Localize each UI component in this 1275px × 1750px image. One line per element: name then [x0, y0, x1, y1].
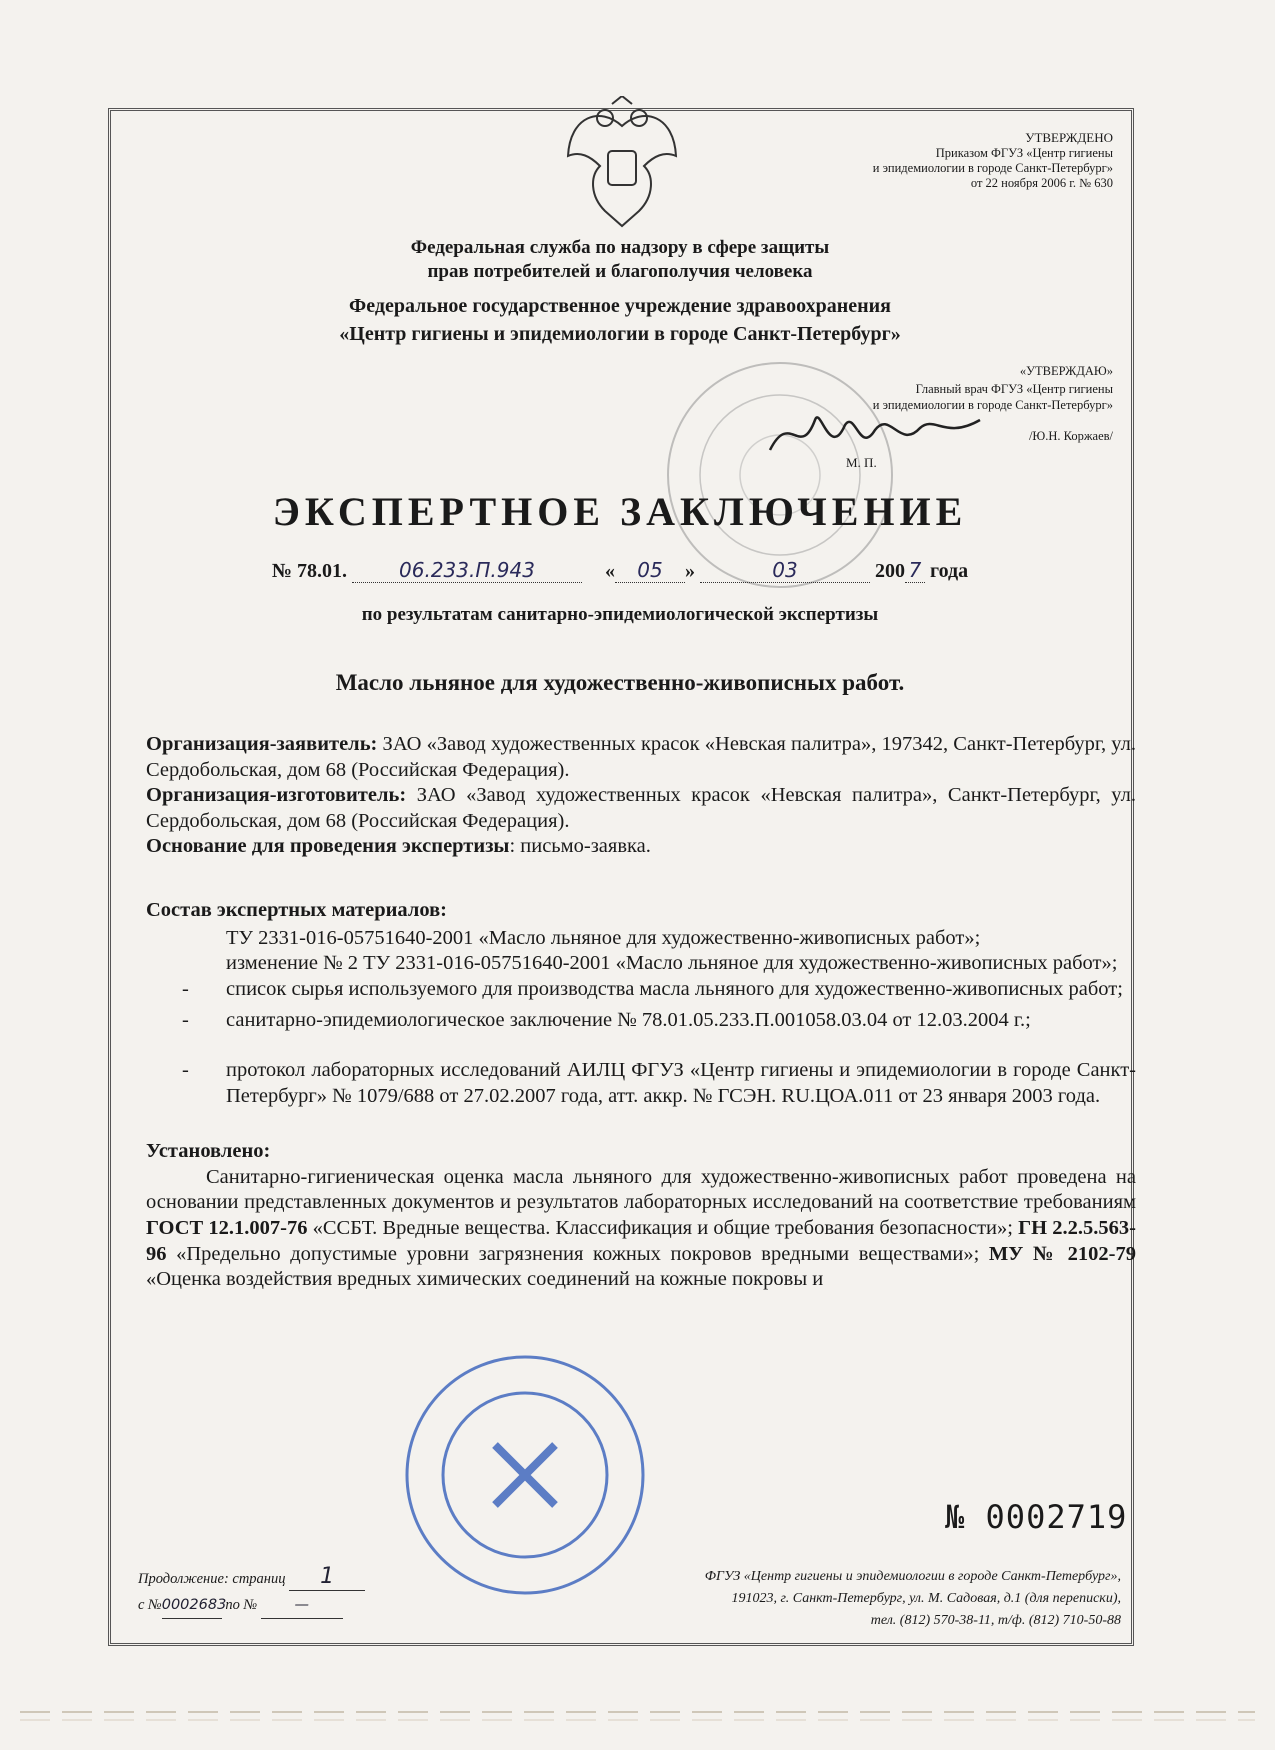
applicant-text: ЗАО «Завод художественных красок «Невская палитра», 197342, Санкт-Петербург, ул. Сердобольская, дом 68 (Российская Федерация). — [146, 733, 1136, 781]
applicant-paragraph — [146, 732, 1136, 783]
established-text-2: «ССБТ. Вредные вещества. Классификация и общие требования безопасности»; — [307, 1216, 1019, 1239]
basis-label: Основание для проведения экспертизы — [146, 835, 510, 858]
institution-line1: Федеральное государственное учреждение здравоохранения — [349, 295, 891, 317]
from-number: 0002683 — [162, 1592, 222, 1619]
to-label: по № — [225, 1597, 258, 1613]
blank-serial-number: № 0002719 — [945, 1498, 1128, 1536]
standard-gn: ГН 2.2.5.563-96 — [146, 1216, 1136, 1265]
basis-text: : письмо-заявка. — [509, 835, 651, 858]
established-text-4: «Оценка воздействия вредных химических соединений на кожные покровы и — [146, 1268, 824, 1291]
number-prefix: № 78.01. — [271, 560, 347, 582]
established-text-1: Санитарно-гигиеническая оценка масла льняного для художественно-живописных работ проведена на основании представленных документов и результатов лабораторных исследований на соответствие требованиям — [146, 1165, 1136, 1214]
established-text-3: «Предельно допустимые уровни загрязнения кожных покровов вредными веществами»; — [166, 1242, 989, 1265]
year-prefix: 200 — [874, 560, 905, 582]
security-pattern-border — [0, 1700, 1275, 1730]
date-month: 03 — [700, 558, 870, 583]
product-name: Масло льняное для художественно-живописных работ. — [335, 670, 905, 695]
issuer-address: 191023, г. Санкт-Петербург, ул. М. Садовая, д.1 (для переписки), — [731, 1591, 1121, 1606]
to-number: — — [261, 1592, 343, 1619]
company-blue-stamp — [400, 1350, 650, 1600]
agency-line2: прав потребителей и благополучия человека — [427, 261, 813, 282]
materials-list — [182, 926, 1136, 1110]
year-digit: 7 — [905, 558, 925, 583]
established-heading: Установлено: — [146, 1140, 271, 1163]
maker-paragraph — [146, 783, 1136, 834]
approval-signature-block — [873, 362, 1113, 446]
applicant-label: Организация-заявитель: — [146, 733, 378, 755]
list-item: - протокол лабораторных исследований АИЛЦ ФГУЗ «Центр гигиены и эпидемиологии в городе Санкт-Петербург» № 1079/688 от 27.02.2007 года, атт. аккр. № ГСЭН. RU.ЦОА.011 от 23 января 2003 года. — [182, 1058, 1136, 1109]
approval-order-block — [873, 130, 1113, 191]
approve-label: «УТВЕРЖДАЮ» — [1019, 364, 1113, 378]
subtitle: по результатам санитарно-эпидемиологической экспертизы — [361, 604, 879, 625]
list-item: ТУ 2331-016-05751640-2001 «Масло льняное для художественно-живописных работ»; — [226, 926, 981, 949]
agency-line1: Федеральная служба по надзору в сфере защиты — [410, 237, 830, 258]
institution-line2: «Центр гигиены и эпидемиологии в городе Санкт-Петербург» — [339, 323, 901, 345]
institution-header — [110, 292, 1130, 348]
conclusion-number-line: № 78.01. 06.233.П.943 « 05 » 03 200 7 года — [271, 558, 969, 582]
approve-line1: Главный врач ФГУЗ «Центр гигиены — [915, 382, 1113, 396]
issuer-phone: тел. (812) 570-38-11, т/ф. (812) 710-50-88 — [870, 1613, 1121, 1628]
materials-heading: Состав экспертных материалов: — [146, 898, 447, 921]
continuation-pages: 1 — [289, 1564, 365, 1591]
from-label: с № — [138, 1597, 162, 1613]
seal-place-label: М. П. — [846, 455, 877, 470]
chief-doctor-name: /Ю.Н. Коржаев/ — [1028, 429, 1113, 443]
continuation-block — [138, 1564, 365, 1619]
issuer-contacts — [705, 1566, 1121, 1632]
document-body — [146, 732, 1136, 1293]
list-item: - список сырья используемого для производства масла льняного для художественно-живописных работ; — [182, 977, 1136, 1003]
established-paragraph — [146, 1165, 1136, 1293]
maker-label: Организация-изготовитель: — [146, 784, 407, 807]
maker-text: ЗАО «Завод художественных красок «Невская палитра», Санкт-Петербург, ул. Сердобольская, дом 68 (Российская Федерация). — [146, 784, 1136, 832]
agency-header — [110, 236, 1130, 284]
approve-line2: и эпидемиологии в городе Санкт-Петербург» — [872, 398, 1113, 412]
basis-paragraph — [146, 834, 1136, 860]
continuation-label: Продолжение: страниц — [138, 1571, 286, 1587]
standard-gost: ГОСТ 12.1.007-76 — [146, 1216, 308, 1239]
date-day: 05 — [615, 558, 685, 583]
list-item: изменение № 2 ТУ 2331-016-05751640-2001 «Масло льняное для художественно-живописных работ»; — [226, 952, 1118, 975]
approved-label: УТВЕРЖДЕНО — [1025, 130, 1113, 145]
number-handwritten: 06.233.П.943 — [352, 558, 582, 583]
coat-of-arms-emblem — [560, 96, 684, 234]
document-title: ЭКСПЕРТНОЕ ЗАКЛЮЧЕНИЕ — [272, 489, 968, 534]
approved-line1: Приказом ФГУЗ «Центр гигиены — [935, 146, 1113, 160]
standard-mu: МУ № 2102-79 — [988, 1242, 1136, 1265]
year-suffix: года — [929, 560, 969, 582]
issuer-org: ФГУЗ «Центр гигиены и эпидемиологии в городе Санкт-Петербург», — [704, 1569, 1121, 1584]
list-item: - санитарно-эпидемиологическое заключение № 78.01.05.233.П.001058.03.04 от 12.03.2004 г.; — [182, 1008, 1136, 1034]
approved-line3: от 22 ноября 2006 г. № 630 — [970, 176, 1113, 190]
approved-line2: и эпидемиологии в городе Санкт-Петербург» — [872, 161, 1113, 175]
